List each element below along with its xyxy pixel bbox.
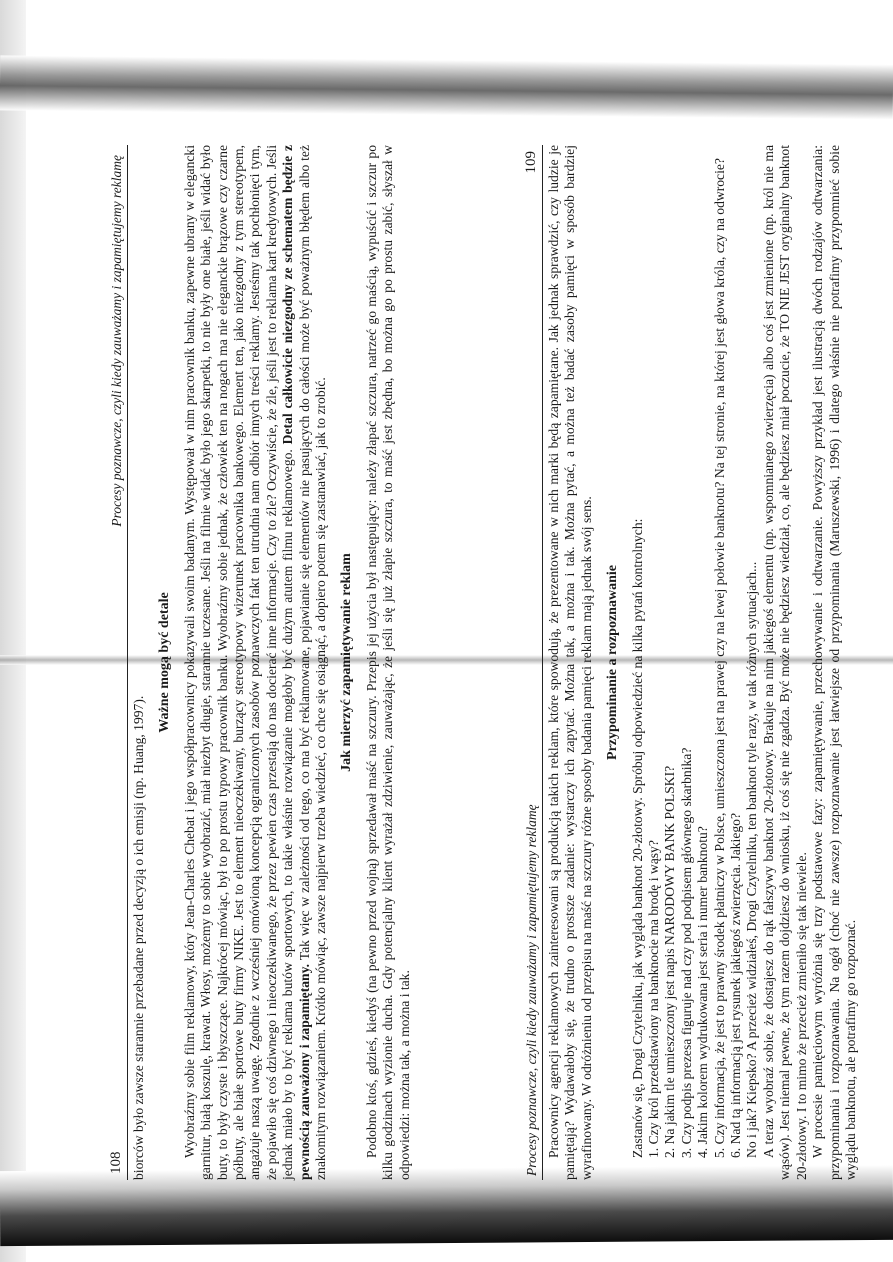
list-item: 4. Jakim kolorem wydrukowana jest seria i numer banknotu?	[695, 826, 711, 1158]
scan-left-margin	[0, 0, 26, 1262]
page-header	[105, 145, 128, 1180]
page-body	[546, 145, 859, 1180]
page-number: 109	[523, 151, 539, 174]
list-item: 6. Nad tą informacją jest rysunek jakiegoś zwierzęcia. Jakiego?	[728, 813, 744, 1158]
list-item: 1. Czy król przedstawiony na banknocie ma brodę i wąsy?	[646, 840, 662, 1158]
bold-statement: Detal całkowicie niezgodny ze schematem będzie z pewnością zauważony i zapamiętany.	[280, 145, 312, 1180]
running-head: Procesy poznawcze, czyli kiedy zauważamy i zapamiętujemy reklamę	[109, 155, 124, 527]
body-paragraph: No i jak? Kiepsko? A przecież widziałeś, Drogi Czytelniku, ten banknot tyle razy, w tak różnych sytuacjach...	[744, 561, 760, 1158]
paragraph-text: Tak więc w zależności od tego, co ma być reklamowane, pojawianie się elementów nie pasujących do całości może być poważnym błędem albo też znakomitym rozwiązaniem. Krótko mówiąc, zawsze najpierw trzeba wiedzieć, co chce się osiągnąć, a dopiero potem się zastanawiać, jak to zrobić.	[296, 144, 329, 1180]
body-paragraph: A teraz wyobraź sobie, że dostajesz do rąk fałszywy banknot 20-złotowy. Brakuje na nim jakiegoś elementu (np. wspomnianego zwierzęcia) albo coś jest zmienione (np. król nie ma wąsów). Jest niemal pewne, że tym razem dojdziesz do wniosku, iż coś się nie zgadza. Być może nie będziesz wiedział, co, ale będziesz miał poczucie, że TO NIE JEST oryginalny banknot 20-złotowy. I to mimo że przecież zmieniło się tak niewiele.	[760, 145, 809, 1180]
list-item: 5. Czy informacja, że jest to prawny środek płatniczy w Polsce, umieszczona jest na prawej czy na lewej połowie banknotu? Na tej stronie, na której jest głowa króla, czy na odwrocie?	[711, 158, 727, 1158]
section-heading: Jak mierzyć zapamiętywanie reklam	[339, 553, 355, 772]
section-heading: Ważne mogą być detale	[157, 592, 173, 733]
body-paragraph	[182, 145, 330, 1180]
question-list	[646, 145, 744, 1180]
body-paragraph: W procesie pamięciowym wyróżnia się trzy podstawowe fazy: zapamiętywanie, przechowywanie i odtwarzanie. Powyższy przykład jest ilustracją dwóch rodzajów odtwarzania: przypominania i rozpoznawania. Na ogół (choć nie zawsze) rozpoznawanie jest łatwiejsze od przypominania (Maruszewski, 1996) i dlatego właśnie nie potrafimy przypomnieć sobie wyglądu banknotu, ale potrafimy go rozpoznać.	[810, 145, 858, 1180]
page-header	[520, 145, 543, 1180]
page-body	[131, 145, 413, 1180]
paragraph-text: Wyobraźmy sobie film reklamowy, który Jean-Charles Chebat i jego współpracownicy pokazywali swoim badanym. Występował w nim pracownik banku, zapewne ubrany w elegancki garnitur, białą koszulę, krawat. Włosy, możemy to sobie wyobrazić, miał niezbyt długie, starannie uczesane. Jeśli na filmie widać było jego skarpetki, to nie były one białe, jeśli widać było buty, to były czyste i błyszczące. Najkrócej mówiąc, był to po prostu typowy pracownik banku. Wyobraźmy sobie jednak, że człowiek ten na nogach ma nie eleganckie brązowe czy czarne półbuty, ale białe sportowe buty firmy NIKE. Jest to element nieoczekiwany, burzący stereotypowy wizerunek pracownika bankowego. Element ten, jako niezgodny z tym stereotypem, angażuje naszą uwagę. Zgodnie z wcześniej omówioną koncepcją ograniczonych zasobów poznawczych fakt ten utrudnia nam odbiór innych treści reklamy. Jesteśmy tak pochłonięci tym, że pojawiło się coś dziwnego i nieoczekiwanego, że przez pewien czas przestają do nas docierać inne informacje. Czy to źle? Oczywiście, że źle, jeśli jest to reklama kart kredytowych. Jeśli jednak miało by to być reklama butów sportowych, to takie właśnie rozwiązanie mogłoby być dużym atutem filmu reklamowego.	[181, 145, 296, 1180]
body-paragraph: Pracownicy agencji reklamowych zainteresowani są produkcją takich reklam, które spowodują, że prezentowane w nich marki będą zapamiętane. Jak jednak sprawdzić, czy ludzie je pamiętają? Wydawałoby się, że trudno o prostsze zadanie: wystarczy ich zapytać. Można tak, a można i tak. Można pytać, a można też badać zasoby pamięci w sposób bardziej wyrafinowany. W odróżnieniu od przepisu na maść na szczury różne sposoby badania pamięci reklam mają jednak swój sens.	[546, 145, 594, 1180]
running-head: Procesy poznawcze, czyli kiedy zauważamy i zapamiętujemy reklamę	[524, 804, 539, 1176]
body-paragraph: Podobno ktoś, gdzieś, kiedyś (na pewno przed wojną) sprzedawał maść na szczury. Przepis jej użycia był następujący: należy złapać szczura, natrzeć go maścią, wypuścić i szczur po kilku godzinach wyzionie ducha. Gdy potencjalny klient wyrażał zdziwienie, zauważając, że jeśli się już złapie szczura, to maść jest zbędna, bo można go po prostu zabić, słyszał w odpowiedzi: można tak, a można i tak.	[363, 145, 412, 1180]
list-item: 2. Na jakim tle umieszczony jest napis NARODOWY BANK POLSKI?	[662, 765, 678, 1158]
section-heading: Przypominanie a rozpoznawanie	[605, 565, 621, 760]
scan-top-shadow	[0, 55, 893, 119]
page-109	[520, 145, 880, 1180]
page-108	[105, 145, 460, 1180]
body-paragraph: Zastanów się, Drogi Czytelniku, jak wygląda banknot 20-złotowy. Spróbuj odpowiedzieć na kilka pytań kontrolnych:	[629, 518, 645, 1158]
intro-paragraph: biorców było zawsze starannie przebadane przed decyzją o ich emisji (np. Huang, 1997).	[131, 695, 146, 1180]
page-number: 108	[108, 1151, 124, 1174]
list-item: 3. Czy podpis prezesa figuruje nad czy pod podpisem głównego skarbnika?	[678, 747, 694, 1158]
